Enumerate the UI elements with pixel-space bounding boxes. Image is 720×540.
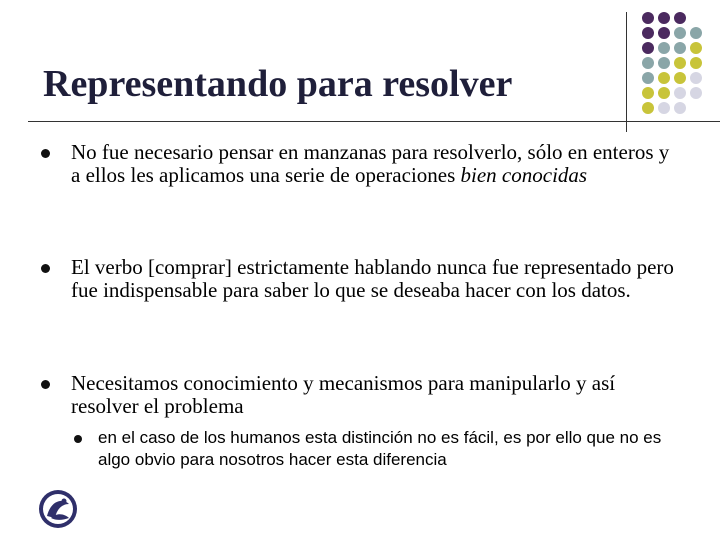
bullet-2-text: El verbo [comprar] estrictamente hablando nunca fue representado pero fue indispensable para saber lo que se deseaba hacer con los datos. xyxy=(71,255,674,302)
bullet-dot-icon xyxy=(41,380,50,389)
institution-logo-icon xyxy=(37,488,79,530)
bullet-dot-icon xyxy=(41,149,50,158)
bullet-1-text: No fue necesario pensar en manzanas para resolverlo, sólo en enteros y a ellos les aplicamos una serie de operaciones xyxy=(71,140,670,187)
sub-bullet-text: en el caso de los humanos esta distinción no es fácil, es por ello que no es algo obvio para nosotros hacer esta diferencia xyxy=(98,428,662,469)
sub-bullet-item xyxy=(98,427,698,471)
sub-bullet-dot-icon xyxy=(74,435,82,443)
bullet-item-3 xyxy=(71,372,681,418)
bullet-1-emphasis: bien conocidas xyxy=(460,163,588,187)
bullet-item-1 xyxy=(71,141,681,187)
bullet-dot-icon xyxy=(41,264,50,273)
slide-title: Representando para resolver xyxy=(43,63,513,105)
bullet-3-text: Necesitamos conocimiento y mecanismos para manipularlo y así resolver el problema xyxy=(71,371,616,418)
bullet-item-2 xyxy=(71,256,681,302)
